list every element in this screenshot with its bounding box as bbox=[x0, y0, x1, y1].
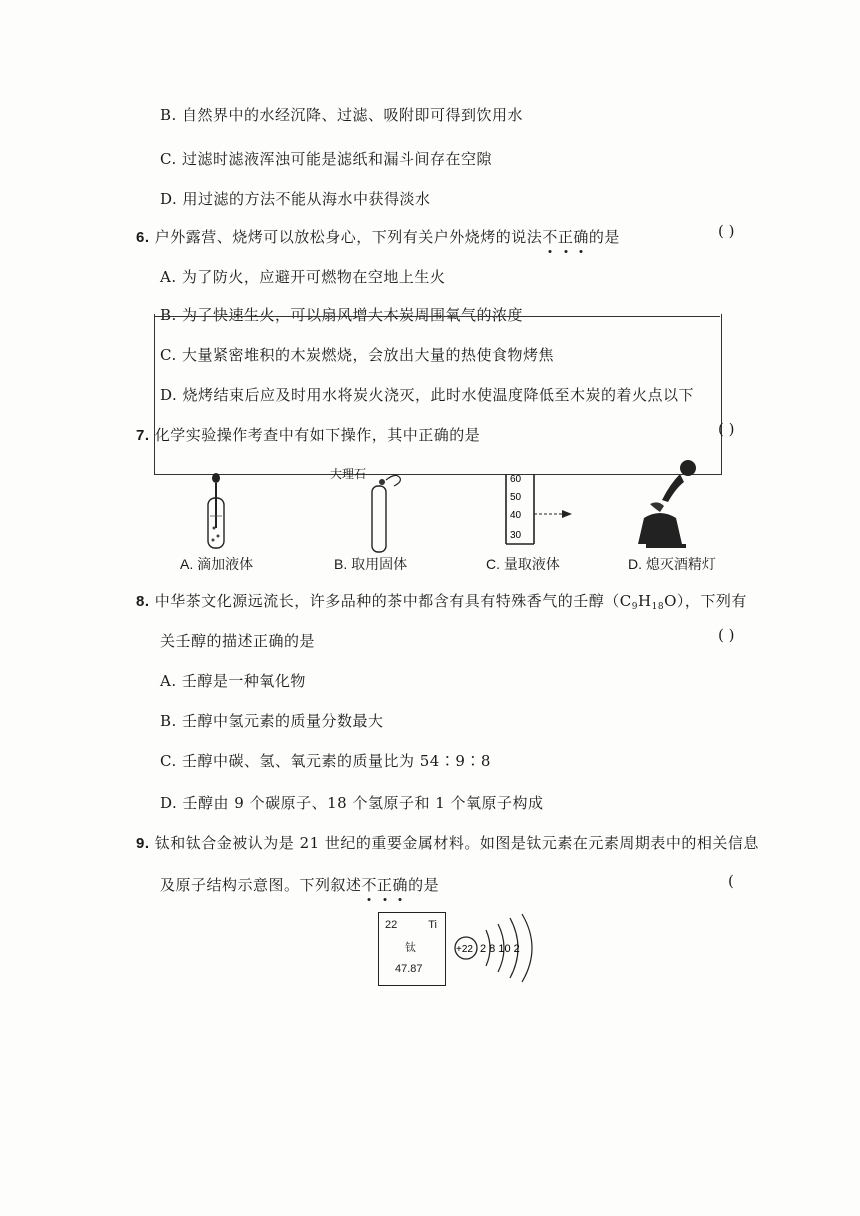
q9-emphasis-3: 确 bbox=[392, 876, 409, 894]
q7-caption-a: A. 滴加液体 bbox=[180, 556, 254, 572]
cylinder-tick-60: 60 bbox=[510, 474, 522, 485]
fig-a-dropper-test-tube bbox=[208, 473, 224, 548]
periodic-table-cell-ti bbox=[378, 912, 446, 986]
q5-option-b: B. 自然界中的水经沉降、过滤、吸附即可得到饮用水 bbox=[160, 106, 524, 124]
q5-option-c: C. 过滤时滤液浑浊可能是滤纸和漏斗间存在空隙 bbox=[160, 150, 492, 168]
q8-option-a: A. 壬醇是一种氧化物 bbox=[160, 672, 306, 690]
eye-icon bbox=[562, 510, 572, 518]
q6-option-d: D. 烧烤结束后应及时用水将炭火浇灭，此时水使温度降低至木炭的着火点以下 bbox=[160, 386, 695, 404]
scan-frame-box bbox=[154, 314, 722, 475]
q6-option-b: B. 为了快速生火，可以扇风增大木炭周围氧气的浓度 bbox=[160, 306, 524, 324]
q8-option-d: D. 壬醇由 9 个碳原子、18 个氢原子和 1 个氧原子构成 bbox=[160, 794, 544, 812]
q6-emphasis-1: 不 bbox=[542, 228, 558, 246]
q6-emphasis-3: 确 bbox=[573, 228, 589, 246]
q7-answer-paren: ( ) bbox=[718, 420, 735, 438]
q8-number: 8. bbox=[136, 593, 150, 610]
q9-stem-pre: 及原子结构示意图。下列叙述 bbox=[160, 876, 362, 894]
q7-caption-c: C. 量取液体 bbox=[486, 556, 560, 572]
q7-caption-d: D. 熄灭酒精灯 bbox=[628, 556, 716, 572]
q8-formula-h: H bbox=[638, 592, 652, 610]
atom-nucleus-label: +22 bbox=[456, 944, 473, 955]
q7-number: 7. bbox=[136, 427, 150, 444]
element-symbol: Ti bbox=[428, 919, 437, 931]
q9-answer-paren: ( bbox=[728, 872, 734, 890]
element-mass: 47.87 bbox=[395, 963, 423, 975]
q9-number: 9. bbox=[136, 835, 150, 852]
q6-emphasis-2: 正 bbox=[557, 228, 574, 246]
q8-stem-line2: 关壬醇的描述正确的是 bbox=[160, 632, 316, 650]
fig-b-label-marble: 大理石 bbox=[330, 467, 367, 481]
q8-option-b: B. 壬醇中氢元素的质量分数最大 bbox=[160, 712, 384, 730]
q6-option-a: A. 为了防火，应避开可燃物在空地上生火 bbox=[160, 268, 446, 286]
q8-stem-pre: 中华茶文化源远流长，许多品种的茶中都含有具有特殊香气的壬醇（C bbox=[154, 592, 632, 610]
q8-stem-mid: O），下列有 bbox=[664, 592, 747, 610]
q6-number: 6. bbox=[136, 229, 150, 246]
element-name: 钛 bbox=[405, 941, 416, 954]
cylinder-tick-50: 50 bbox=[510, 492, 522, 503]
q5-option-d: D. 用过滤的方法不能从海水中获得淡水 bbox=[160, 190, 431, 208]
fig-b-test-tube-marble bbox=[330, 466, 400, 552]
q7-stem bbox=[136, 424, 480, 445]
q6-answer-paren: ( ) bbox=[718, 222, 735, 240]
q6-option-c: C. 大量紧密堆积的木炭燃烧，会放出大量的热使食物烤焦 bbox=[160, 346, 554, 364]
q7-caption-b: B. 取用固体 bbox=[334, 556, 408, 572]
q7-figures bbox=[150, 456, 710, 556]
q6-stem bbox=[136, 226, 620, 247]
cylinder-tick-30: 30 bbox=[510, 530, 522, 541]
q8-option-c: C. 壬醇中碳、氢、氧元素的质量比为 54∶9∶8 bbox=[160, 752, 491, 770]
q8-formula-sub-9: 9 bbox=[631, 602, 639, 612]
q8-formula-sub-18: 18 bbox=[651, 602, 665, 612]
q9-emphasis-2: 正 bbox=[377, 876, 393, 894]
q7-stem-text: 化学实验操作考查中有如下操作，其中正确的是 bbox=[154, 426, 481, 444]
fig-d-alcohol-lamp bbox=[638, 460, 696, 548]
cylinder-tick-40: 40 bbox=[510, 510, 522, 521]
q9-emphasis-1: 不 bbox=[361, 876, 378, 894]
q8-stem-line1 bbox=[136, 590, 747, 612]
fig-c-graduated-cylinder bbox=[506, 474, 572, 544]
atom-structure-diagram bbox=[448, 908, 558, 988]
atom-shell-electrons: 2 8 10 2 bbox=[480, 943, 520, 955]
element-number: 22 bbox=[385, 919, 398, 931]
q6-stem-pre: 户外露营、烧烤可以放松身心，下列有关户外烧烤的说法 bbox=[154, 228, 543, 246]
q8-answer-paren: ( ) bbox=[718, 626, 735, 644]
q9-stem-line1 bbox=[136, 832, 759, 853]
q9-stem-post: 的是 bbox=[408, 876, 440, 894]
q9-stem-line1-text: 钛和钛合金被认为是 21 世纪的重要金属材料。如图是钛元素在元素周期表中的相关信息 bbox=[154, 834, 759, 852]
q6-stem-post: 的是 bbox=[588, 228, 620, 246]
q9-stem-line2 bbox=[160, 874, 439, 895]
